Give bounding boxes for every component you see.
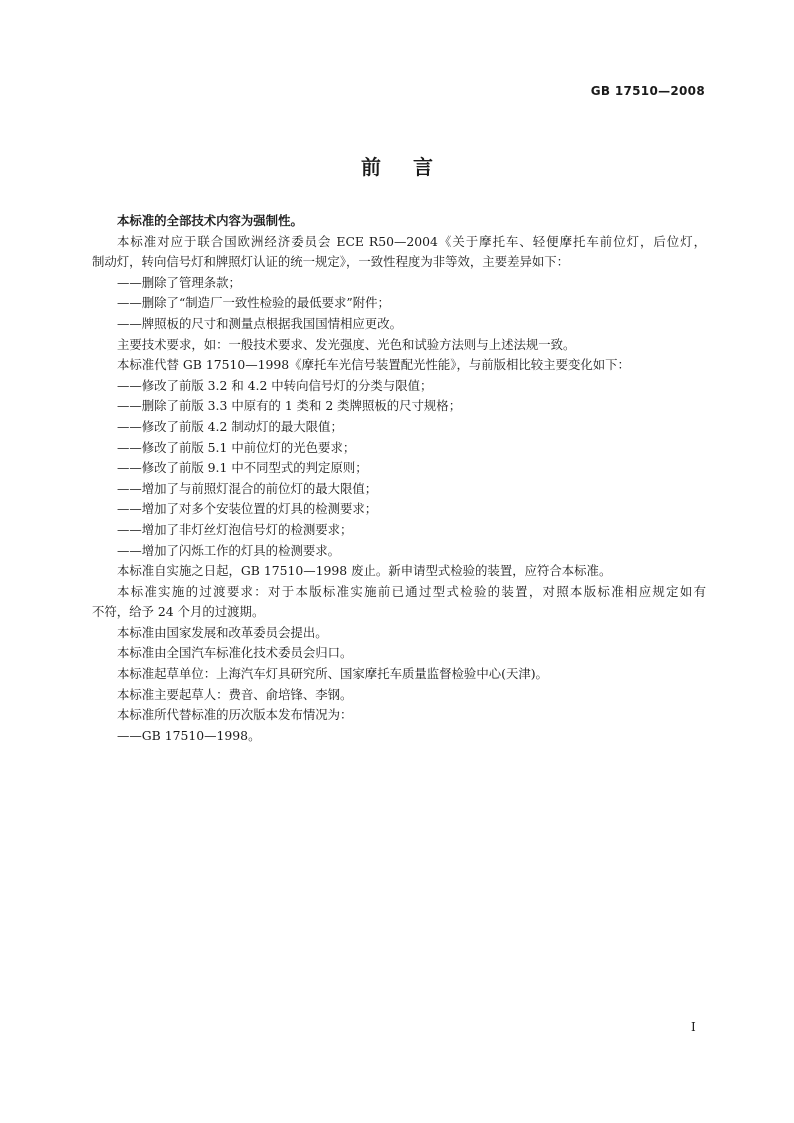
paragraph-replaces: 本标准代替 GB 17510—1998《摩托车光信号装置配光性能》，与前版相比较主要变化如下： [117, 357, 630, 373]
paragraph-drafting-units: 本标准起草单位：上海汽车灯具研究所、国家摩托车质量监督检验中心(天津)。 [117, 666, 548, 682]
paragraph-correspondence: 本标准对应于联合国欧洲经济委员会 ECE R50—2004《关于摩托车、轻便摩托车前位灯，后位灯， [117, 233, 706, 249]
list-item: ——GB 17510—1998。 [117, 727, 261, 743]
paragraph-mandatory: 本标准的全部技术内容为强制性。 [117, 213, 303, 228]
page-number: I [691, 1020, 696, 1034]
paragraph-requirements: 主要技术要求，如：一般技术要求、发光强度、光色和试验方法则与上述法规一致。 [117, 336, 576, 352]
paragraph-transition-cont: 不符，给予 24 个月的过渡期。 [92, 604, 265, 620]
list-item: ——修改了前版 4.2 制动灯的最大限值； [117, 418, 343, 434]
paragraph-correspondence-cont: 制动灯，转向信号灯和牌照灯认证的统一规定》，一致性程度为非等效，主要差异如下： [92, 254, 570, 270]
paragraph-history: 本标准所代替标准的历次版本发布情况为： [117, 707, 353, 723]
paragraph-drafters: 本标准主要起草人：费音、俞培锋、李钢。 [117, 686, 353, 702]
page-title: 前言 [361, 155, 465, 179]
list-item: ——增加了与前照灯混合的前位灯的最大限值； [117, 480, 378, 496]
paragraph-transition: 本标准实施的过渡要求：对于本版标准实施前已通过型式检验的装置，对照本版标准相应规定如有 [117, 583, 706, 599]
foreword-body [92, 211, 706, 746]
list-item: ——增加了对多个安装位置的灯具的检测要求； [117, 501, 378, 517]
list-item: ——删除了管理条款； [117, 274, 241, 290]
list-item: ——牌照板的尺寸和测量点根据我国国情相应更改。 [117, 315, 402, 331]
list-item: ——删除了“制造厂一致性检验的最低要求”附件； [117, 295, 390, 311]
paragraph-effective: 本标准自实施之日起，GB 17510—1998 废止。新申请型式检验的装置，应符合本标准。 [117, 563, 612, 579]
paragraph-committee: 本标准由全国汽车标准化技术委员会归口。 [117, 645, 353, 661]
list-item: ——修改了前版 3.2 和 4.2 中转向信号灯的分类与限值； [117, 377, 433, 393]
list-item: ——增加了闪烁工作的灯具的检测要求。 [117, 542, 341, 558]
standard-code: GB 17510—2008 [590, 84, 705, 98]
list-item: ——修改了前版 9.1 中不同型式的判定原则； [117, 460, 368, 476]
list-item: ——删除了前版 3.3 中原有的 1 类和 2 类牌照板的尺寸规格； [117, 398, 462, 414]
paragraph-proposer: 本标准由国家发展和改革委员会提出。 [117, 624, 328, 640]
list-item: ——增加了非灯丝灯泡信号灯的检测要求； [117, 521, 353, 537]
list-item: ——修改了前版 5.1 中前位灯的光色要求； [117, 439, 356, 455]
